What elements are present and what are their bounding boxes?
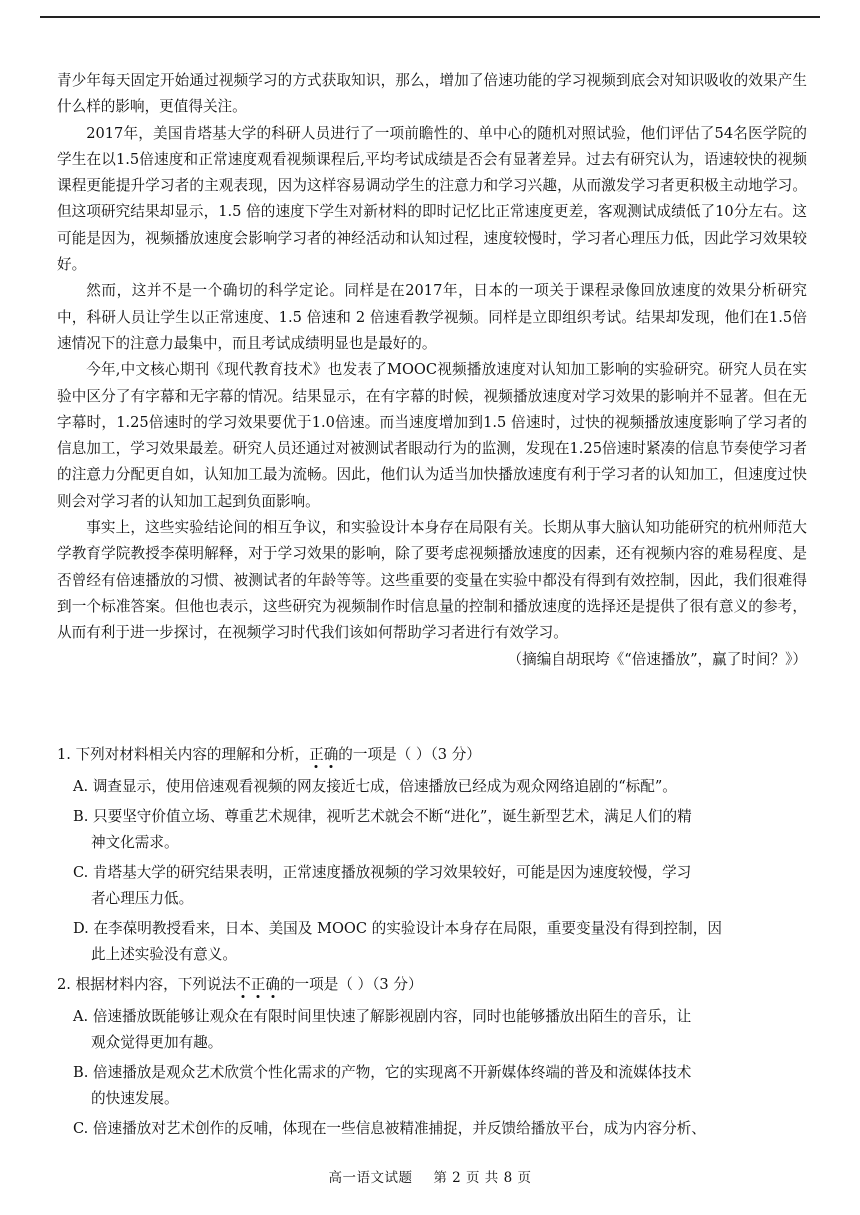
option-text-continued: 神文化需求。 <box>91 834 179 851</box>
question-2-option-b <box>73 1060 817 1112</box>
passage-paragraph-2: 然而，这并不是一个确切的科学定论。同样是在2017年，日本的一项关于课程录像回放速度的效果分析研究中，科研人员让学生以正常速度、1.5 倍速和 2 倍速看教学视频。同样是立即组织考试。结果却发现，他们在1.5倍速情况下的注意力最集中，而且考试成绩明显也是最好的。 <box>57 282 807 352</box>
question-2-option-a <box>73 1004 817 1056</box>
question-2-stem-post: 的一项是（ ）（3 分） <box>279 976 423 993</box>
question-1 <box>57 742 817 968</box>
option-text: C. 倍速播放对艺术创作的反哺，体现在一些信息被精准捕捉，并反馈给播放平台，成为内容分析、 <box>73 1120 706 1137</box>
passage-paragraph-3: 今年,中文核心期刊《现代教育技术》也发表了MOOC视频播放速度对认知加工影响的实验研究。研究人员在实验中区分了有字幕和无字幕的情况。结果显示，在有字幕的时候，视频播放速度对学习效果的影响并不显著。但在无字幕时，1.25倍速时的学习效果要优于1.0倍速。而当速度增加到1.5 倍速时，过快的视频播放速度影响了学习者的信息加工，学习效果最差。研究人员还通过对被测试者眼动行为的监测，发现在1.25倍速时紧凑的信息节奏使学习者的注意力分配更自如，认知加工最为流畅。因此，他们认为适当加快播放速度有利于学习者的认知加工，但速度过快则会对学习者的认知加工起到负面影响。 <box>57 361 807 510</box>
question-2-stem <box>57 972 817 998</box>
question-1-option-b <box>73 804 817 856</box>
option-text: B. 只要坚守价值立场、尊重艺术规律，视听艺术就会不断“进化”，诞生新型艺术，满足人们的精 <box>73 808 692 825</box>
option-text: B. 倍速播放是观众艺术欣赏个性化需求的产物，它的实现离不开新媒体终端的普及和流媒体技术 <box>73 1064 692 1081</box>
emphasis-char: 正 <box>250 976 266 993</box>
passage-paragraph-0: 青少年每天固定开始通过视频学习的方式获取知识，那么，增加了倍速功能的学习视频到底会对知识吸收的效果产生什么样的影响，更值得关注。 <box>57 72 807 116</box>
question-2 <box>57 972 817 1142</box>
footer-title: 高一语文试题 <box>328 1170 413 1186</box>
question-1-stem-pre: 1. 下列对材料相关内容的理解和分析， <box>57 746 310 763</box>
question-2-stem-pre: 2. 根据材料内容，下列说法 <box>57 976 237 993</box>
page-footer <box>0 1166 860 1186</box>
question-1-option-a <box>73 774 817 800</box>
option-text: A. 调查显示，使用倍速观看视频的网友接近七成，倍速播放已经成为观众网络追剧的“标配”。 <box>73 778 677 795</box>
option-text-continued: 此上述实验没有意义。 <box>91 946 237 963</box>
question-1-stem-post: 的一项是（ ）（3 分） <box>338 746 481 763</box>
question-1-option-c <box>73 860 817 912</box>
option-text-continued: 的快速发展。 <box>91 1090 179 1107</box>
option-text: C. 肯塔基大学的研究结果表明，正常速度播放视频的学习效果较好，可能是因为速度较慢，学习 <box>73 864 692 881</box>
question-1-stem <box>57 742 817 768</box>
emphasis-char: 不 <box>236 976 251 993</box>
emphasis-char: 确 <box>323 746 339 763</box>
passage-source: （摘编自胡珉垮《“倍速播放”，赢了时间？》） <box>507 650 807 668</box>
option-text: D. 在李葆明教授看来，日本、美国及 MOOC 的实验设计本身存在局限，重要变量没有得到控制，因 <box>73 920 722 937</box>
option-text: A. 倍速播放既能够让观众在有限时间里快速了解影视剧内容，同时也能够播放出陌生的音乐，让 <box>73 1008 692 1025</box>
passage-paragraph-1: 2017年，美国肯塔基大学的科研人员进行了一项前瞻性的、单中心的随机对照试验，他们评估了54名医学院的学生在以1.5倍速度和正常速度观看视频课程后,平均考试成绩是否会有显著差异。过去有研究认为，语速较快的视频课程更能提升学习者的主观表现，因为这样容易调动学生的注意力和学习兴趣，从而激发学习者更积极主动地学习。但这项研究结果却显示，1.5 倍的速度下学生对新材料的即时记忆比正常速度更差，客观测试成绩低了10分左右。这可能是因为，视频播放速度会影响学习者的神经活动和认知过程，速度较慢时，学习者心理压力低，因此学习效果较好。 <box>57 124 807 274</box>
option-text-continued: 者心理压力低。 <box>91 890 194 907</box>
footer-page-number: 第 2 页 共 8 页 <box>433 1170 532 1186</box>
emphasis-char: 正 <box>309 746 324 763</box>
option-text-continued: 观众觉得更加有趣。 <box>91 1034 223 1051</box>
question-2-option-c <box>73 1116 817 1142</box>
question-section <box>57 742 817 1146</box>
question-1-option-d <box>73 916 817 968</box>
emphasis-char: 确 <box>265 976 280 993</box>
passage-paragraph-4: 事实上，这些实验结论间的相互争议，和实验设计本身存在局限有关。长期从事大脑认知功能研究的杭州师范大学教育学院教授李葆明解释，对于学习效果的影响，除了要考虑视频播放速度的因素，还有视频内容的难易程度、是否曾经有倍速播放的习惯、被测试者的年龄等等。这些重要的变量在实验中都没有得到有效控制，因此，我们很难得到一个标准答案。但他也表示，这些研究为视频制作时信息量的控制和播放速度的选择还是提供了很有意义的参考，从而有利于进一步探讨，在视频学习时代我们该如何帮助学习者进行有效学习。 <box>57 519 807 642</box>
reading-passage <box>57 68 807 673</box>
top-rule <box>40 16 820 18</box>
